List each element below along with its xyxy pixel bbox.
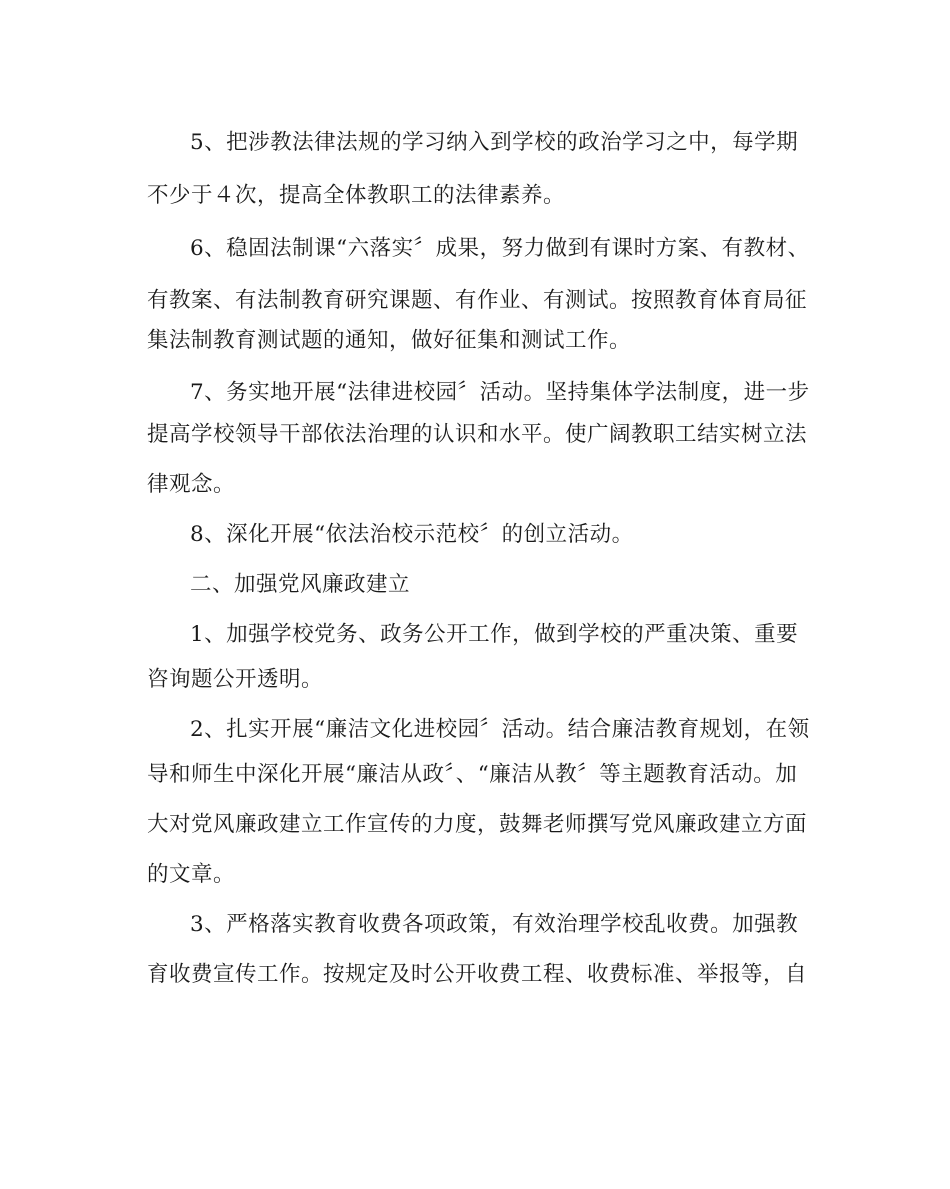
text-line: 8、深化开展“依法治校示范校〞的创立活动。 bbox=[190, 522, 634, 547]
text-line: 3、严格落实教育收费各项政策，有效治理学校乱收费。加强教 bbox=[190, 912, 799, 937]
text-line: 育收费宣传工作。按规定及时公开收费工程、收费标准、举报等，自 bbox=[147, 962, 808, 987]
text-line: 5、把涉教法律法规的学习纳入到学校的政治学习之中，每学期 bbox=[190, 130, 799, 155]
text-line: 7、务实地开展“法律进校园〞活动。坚持集体学法制度，进一步 bbox=[190, 380, 810, 405]
text-line: 提高学校领导干部依法治理的认识和水平。使广阔教职工结实树立法 bbox=[147, 422, 808, 447]
text-line: 有教案、有法制教育研究课题、有作业、有测试。按照教育体育局征 bbox=[147, 288, 808, 313]
text-line: 导和师生中深化开展“廉洁从政〞、“廉洁从教〞等主题教育活动。加 bbox=[147, 762, 798, 787]
text-line: 2、扎实开展“廉洁文化进校园〞活动。结合廉洁教育规划，在领 bbox=[190, 717, 810, 742]
text-line: 1、加强学校党务、政务公开工作，做到学校的严重决策、重要 bbox=[190, 622, 799, 647]
section-heading: 二、加强党风廉政建立 bbox=[190, 572, 411, 597]
text-line: 律观念。 bbox=[147, 472, 236, 497]
text-line: 集法制教育测试题的通知，做好征集和测试工作。 bbox=[147, 328, 632, 353]
text-line: 不少于４次，提高全体教职工的法律素养。 bbox=[147, 183, 566, 208]
text-line: 6、稳固法制课“六落实〞成果，努力做到有课时方案、有教材、 bbox=[190, 236, 810, 261]
text-line: 的文章。 bbox=[147, 862, 236, 887]
text-line: 大对党风廉政建立工作宣传的力度，鼓舞老师撰写党风廉政建立方面 bbox=[147, 812, 808, 837]
text-line: 咨询题公开透明。 bbox=[147, 667, 324, 692]
